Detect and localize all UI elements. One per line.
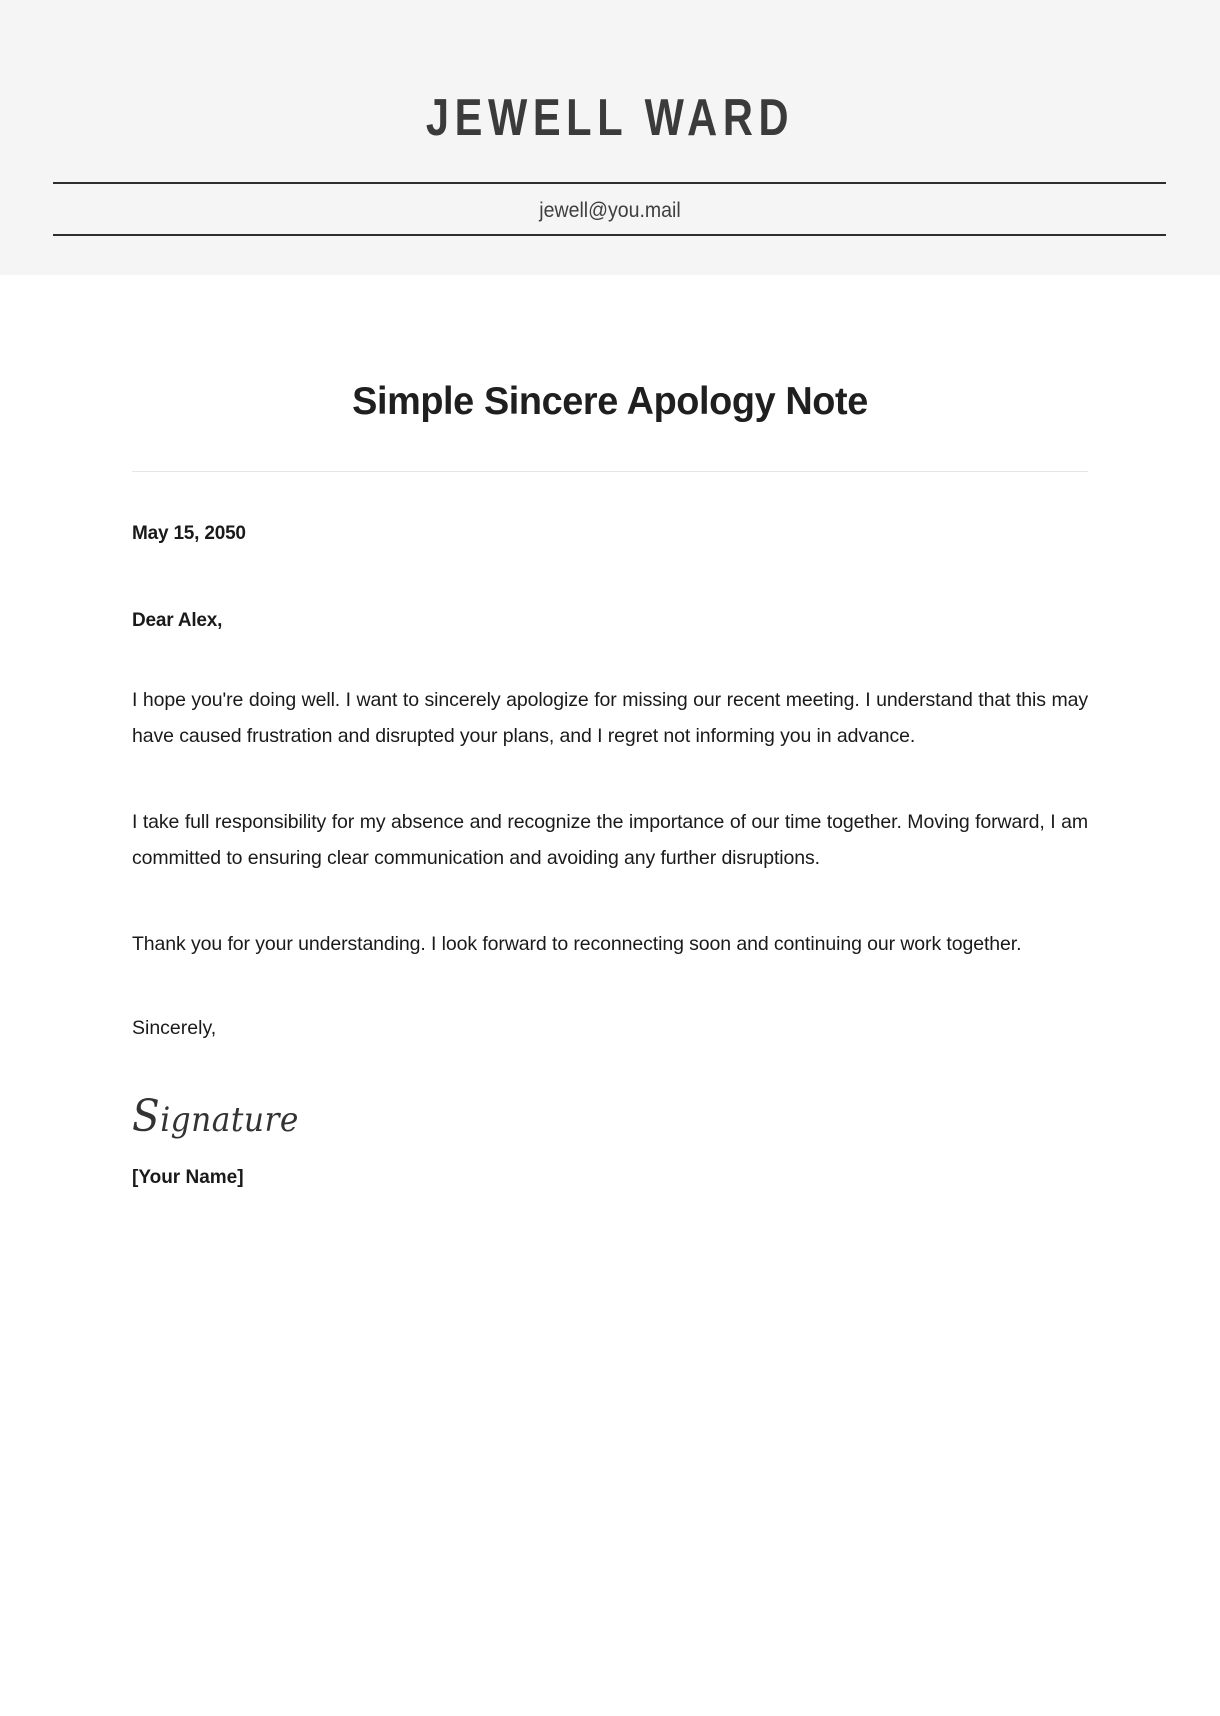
letter-salutation: Dear Alex, xyxy=(132,610,223,631)
letterhead-rule-bottom xyxy=(53,234,1166,236)
letter-paragraph: I hope you're doing well. I want to sincerely apologize for missing our recent meeting. I understand that this may have caused frustration and disrupted your plans, and I regret not informing you in advance. xyxy=(132,689,1088,747)
letter-date: May 15, 2050 xyxy=(132,523,246,544)
signature-mark: Signature xyxy=(132,1091,299,1142)
page-title: Simple Sincere Apology Note xyxy=(352,380,868,423)
title-divider xyxy=(132,471,1088,472)
letter-closing: Sincerely, xyxy=(132,1017,217,1039)
letter-paragraph: Thank you for your understanding. I look forward to reconnecting soon and continuing our work together. xyxy=(132,933,1022,955)
signer-name: [Your Name] xyxy=(132,1167,244,1188)
letter-paragraph: I take full responsibility for my absence and recognize the importance of our time together. Moving forward, I am committed to ensuring clear communication and avoiding any further disruptions. xyxy=(132,811,1088,869)
brand-name: JEWELL WARD xyxy=(425,89,795,147)
letter-body xyxy=(0,275,1220,1189)
contact-email: jewell@you.mail xyxy=(539,199,681,222)
letterhead-rule-top xyxy=(53,182,1166,184)
letterhead-banner xyxy=(0,0,1220,275)
